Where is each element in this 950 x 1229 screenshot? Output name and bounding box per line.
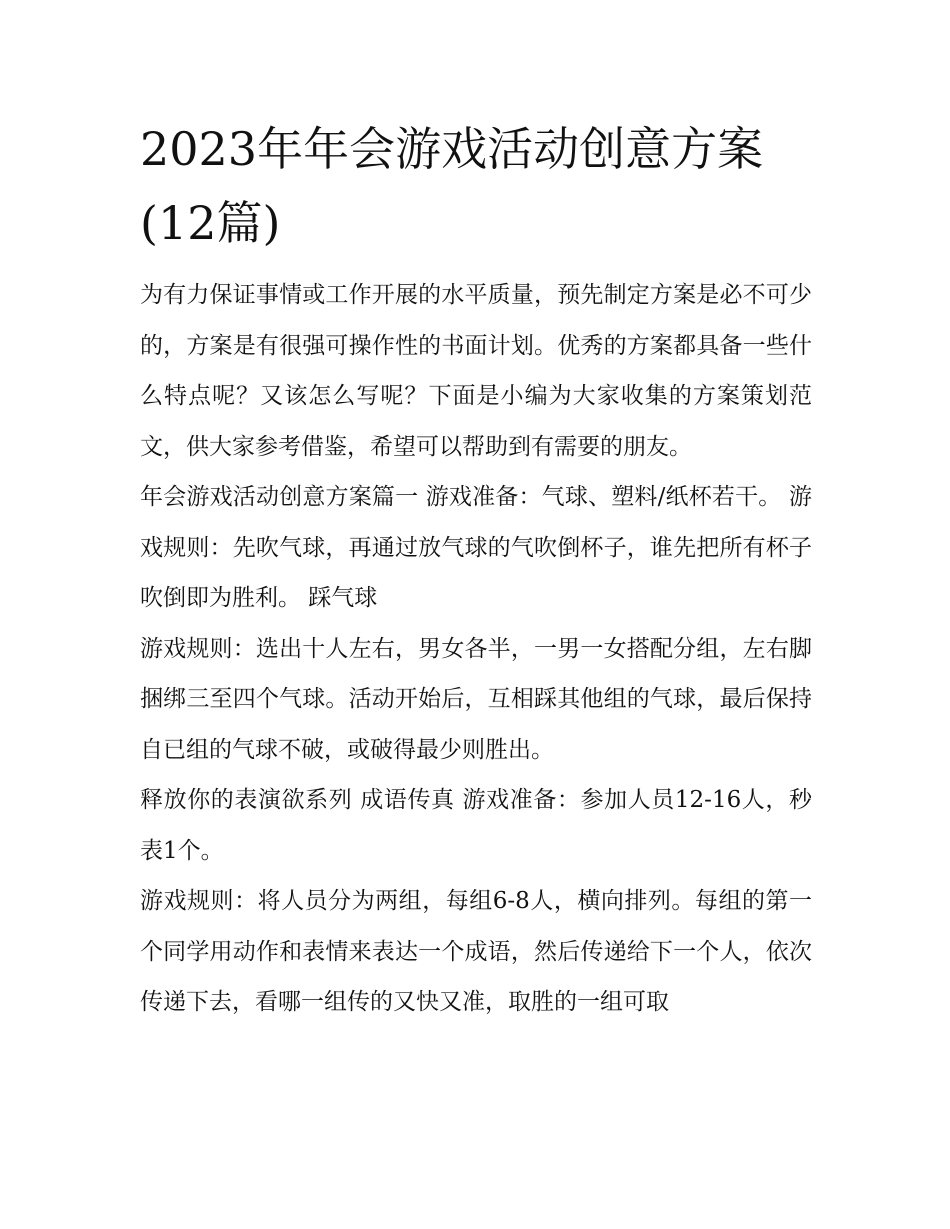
document-body <box>140 112 812 1028</box>
paragraph-game-1: 年会游戏活动创意方案篇一 游戏准备：气球、塑料/纸杯若干。 游戏规则：先吹气球，再通过放气球的气吹倒杯子，谁先把所有杯子吹倒即为胜利。 踩气球 <box>140 484 812 611</box>
title-line-2: (12篇) <box>140 196 281 250</box>
title-line-1: 2023年年会游戏活动创意方案 <box>140 122 764 176</box>
paragraph-idiom-game: 释放你的表演欲系列 成语传真 游戏准备：参加人员12-16人，秒表1个。 <box>140 787 812 864</box>
paragraph-idiom-rules: 游戏规则：将人员分为两组，每组6-8人，横向排列。每组的第一个同学用动作和表情来表达一个成语，然后传递给下一个人，依次传递下去，看哪一组传的又快又准，取胜的一组可取 <box>140 888 812 1015</box>
document-title <box>140 112 812 260</box>
paragraph-intro: 为有力保证事情或工作开展的水平质量，预先制定方案是必不可少的，方案是有很强可操作性的书面计划。优秀的方案都具备一些什么特点呢？又该怎么写呢？下面是小编为大家收集的方案策划范文，供大家参考借鉴，希望可以帮助到有需要的朋友。 <box>140 282 812 460</box>
paragraph-game-rules-balloon: 游戏规则：选出十人左右，男女各半，一男一女搭配分组，左右脚捆绑三至四个气球。活动开始后，互相踩其他组的气球，最后保持自已组的气球不破，或破得最少则胜出。 <box>140 635 812 763</box>
